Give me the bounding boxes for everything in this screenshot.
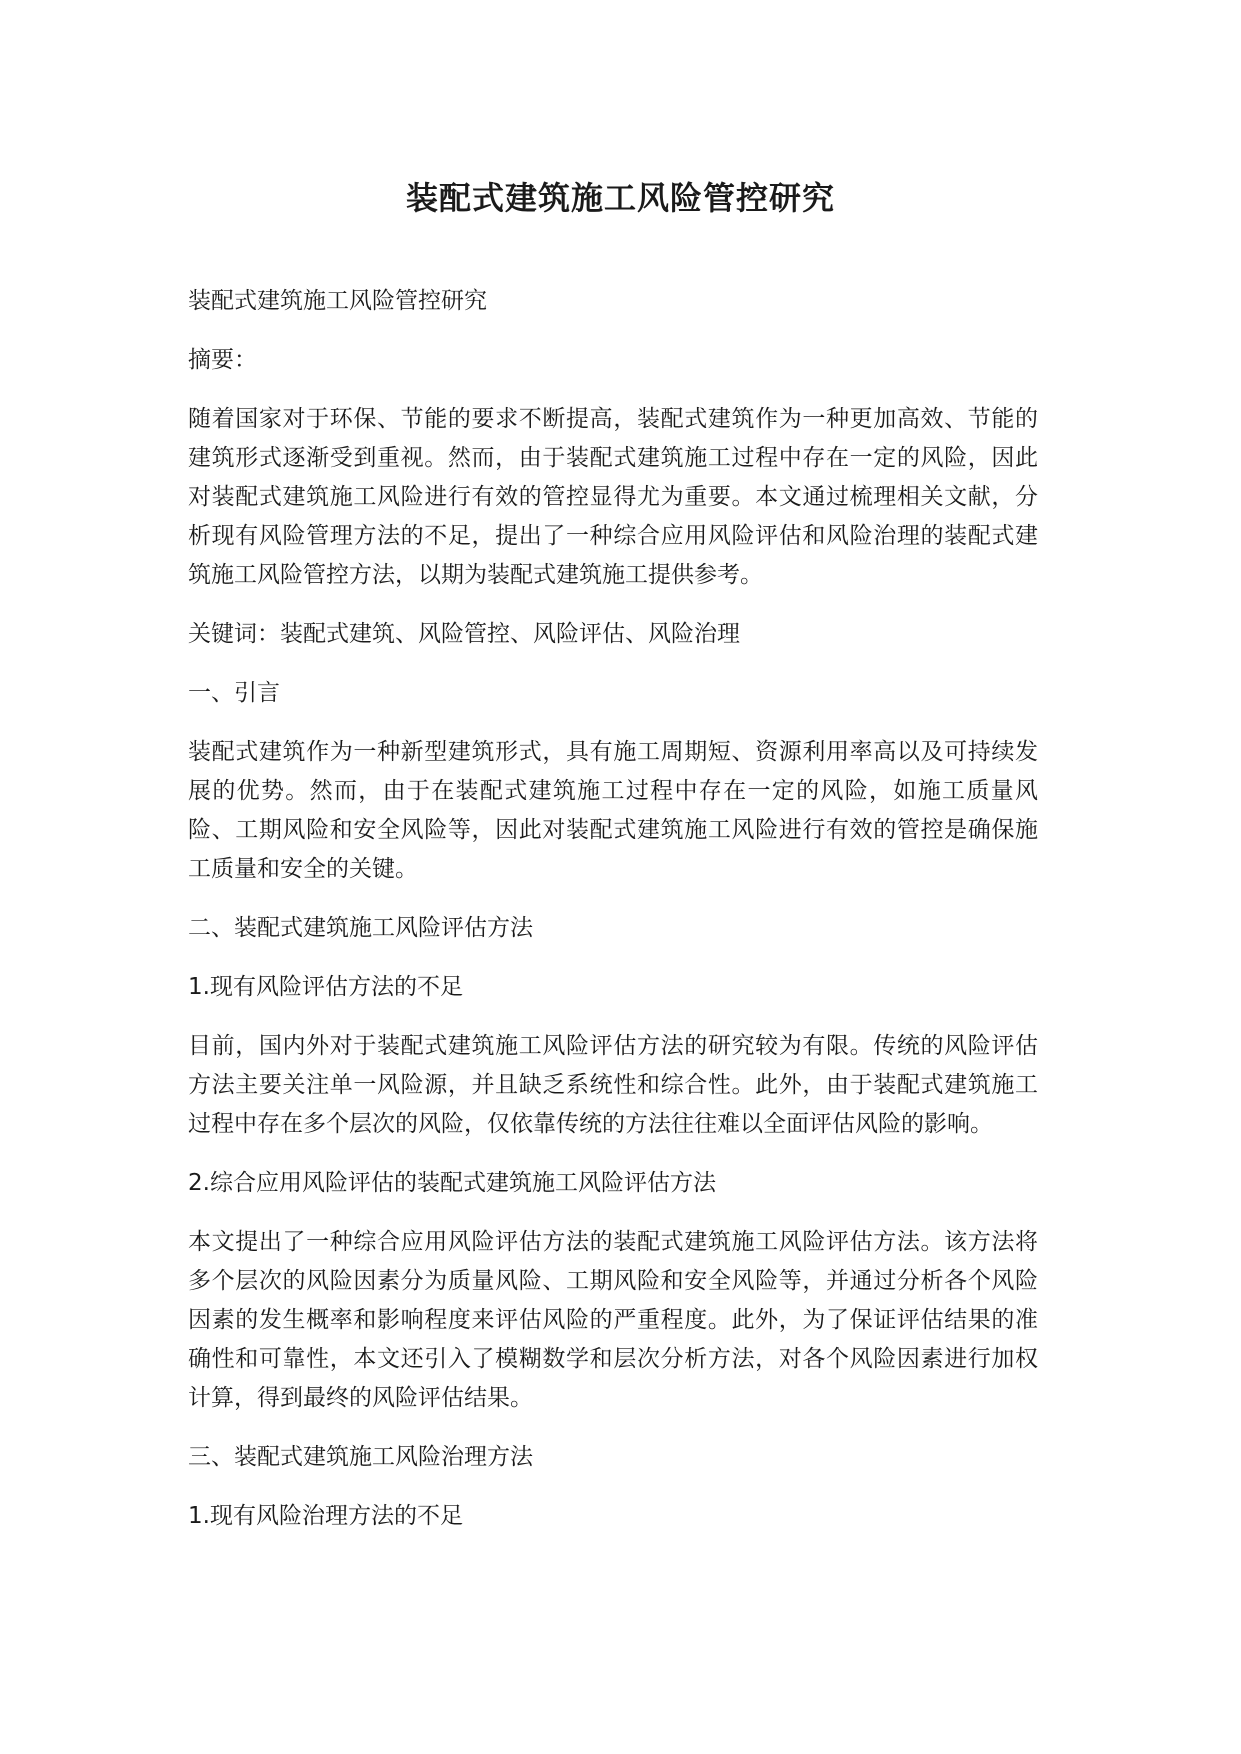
section-heading-intro: 一、引言	[188, 680, 280, 706]
integrated-assessment-paragraph: 本文提出了一种综合应用风险评估方法的装配式建筑施工风险评估方法。该方法将多个层次的风险因素分为质量风险、工期风险和安全风险等，并通过分析各个风险因素的发生概率和影响程度来评估风险的严重程度。此外，为了保证评估结果的准确性和可靠性，本文还引入了模糊数学和层次分析方法，对各个风险因素进行加权计算，得到最终的风险评估结果。	[188, 1229, 1038, 1411]
section-heading-governance: 三、装配式建筑施工风险治理方法	[188, 1444, 533, 1470]
section-heading-assessment: 二、装配式建筑施工风险评估方法	[188, 915, 533, 941]
subtitle-paragraph: 装配式建筑施工风险管控研究	[188, 288, 487, 314]
document-body	[188, 282, 1038, 1556]
abstract-heading: 摘要：	[188, 347, 257, 373]
document-title: 装配式建筑施工风险管控研究	[405, 179, 835, 217]
assessment-shortcomings-paragraph: 目前，国内外对于装配式建筑施工风险评估方法的研究较为有限。传统的风险评估方法主要关注单一风险源，并且缺乏系统性和综合性。此外，由于装配式建筑施工过程中存在多个层次的风险，仅依靠传统的方法往往难以全面评估风险的影响。	[188, 1033, 1038, 1137]
subsection-heading-governance-shortcomings: 1.现有风险治理方法的不足	[188, 1503, 463, 1529]
intro-paragraph: 装配式建筑作为一种新型建筑形式，具有施工周期短、资源利用率高以及可持续发展的优势。然而，由于在装配式建筑施工过程中存在一定的风险，如施工质量风险、工期风险和安全风险等，因此对装配式建筑施工风险进行有效的管控是确保施工质量和安全的关键。	[188, 739, 1038, 882]
keywords-paragraph: 关键词：装配式建筑、风险管控、风险评估、风险治理	[188, 621, 740, 647]
abstract-paragraph: 随着国家对于环保、节能的要求不断提高，装配式建筑作为一种更加高效、节能的建筑形式逐渐受到重视。然而，由于装配式建筑施工过程中存在一定的风险，因此对装配式建筑施工风险进行有效的管控显得尤为重要。本文通过梳理相关文献，分析现有风险管理方法的不足，提出了一种综合应用风险评估和风险治理的装配式建筑施工风险管控方法，以期为装配式建筑施工提供参考。	[188, 406, 1038, 588]
subsection-heading-assessment-shortcomings: 1.现有风险评估方法的不足	[188, 974, 463, 1000]
subsection-heading-integrated-assessment: 2.综合应用风险评估的装配式建筑施工风险评估方法	[188, 1170, 716, 1196]
